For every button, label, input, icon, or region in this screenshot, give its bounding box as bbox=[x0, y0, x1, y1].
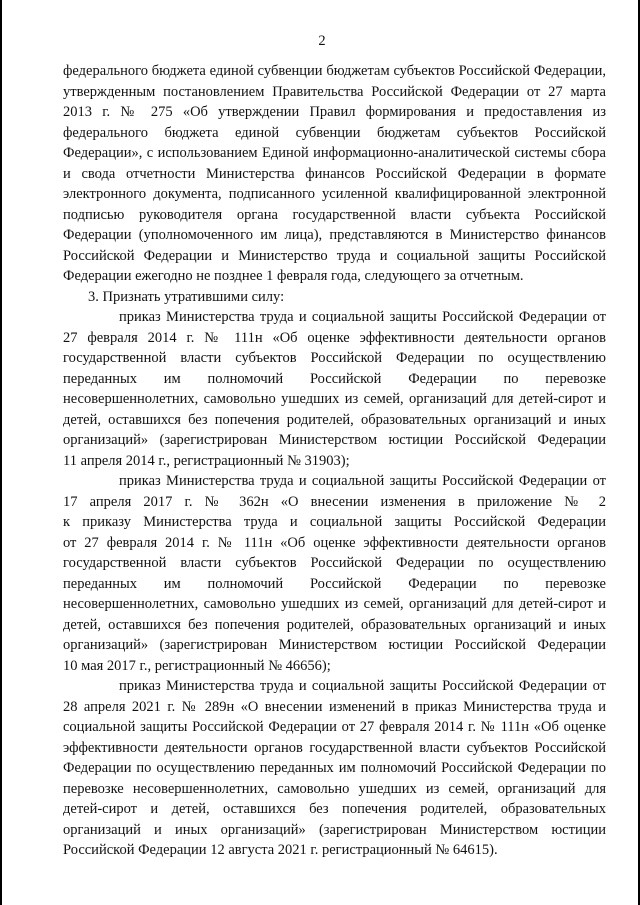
page-number: 2 bbox=[318, 33, 326, 49]
text-line: федерального бюджета единой субвенции бюджетам субъектов Российской Федерации, bbox=[63, 63, 606, 79]
text-line: Федерации», с использованием Единой информационно-аналитической системы сбора bbox=[63, 145, 606, 161]
text-line: социальной защиты Российской Федерации от 27 февраля 2014 г. № 111н «Об оценке bbox=[63, 719, 606, 735]
text-line: организаций» (зарегистрирован Министерством юстиции Российской Федерации bbox=[63, 432, 606, 448]
text-line: подписью руководителя органа государственной власти субъекта Российской bbox=[63, 206, 606, 223]
text-line: детей, оставшихся без попечения родителей, образовательных организаций и иных bbox=[63, 411, 606, 428]
text-line: 3. Признать утратившими силу: bbox=[88, 288, 285, 305]
text-line: организаций и иных организаций» (зарегистрирован Министерством юстиции bbox=[63, 821, 606, 838]
text-line: электронного документа, подписанного усиленной квалифицированной электронной bbox=[63, 186, 606, 202]
text-line: приказ Министерства труда и социальной защиты Российской Федерации от bbox=[119, 473, 606, 489]
paragraph-order-2017 bbox=[63, 471, 606, 676]
text-line: приказ Министерства труда и социальной защиты Российской Федерации от bbox=[119, 309, 606, 325]
text-line: переданных им полномочий Российской Федерации по перевозке bbox=[63, 575, 606, 592]
text-line: переданных им полномочий Российской Федерации по перевозке bbox=[63, 370, 606, 387]
text-line: 17 апреля 2017 г. № 362н «О внесении изменения в приложение № 2 bbox=[63, 493, 606, 510]
text-line: эффективности деятельности органов государственной власти субъектов Российской bbox=[63, 739, 606, 756]
text-line: Федерации ежегодно не позднее 1 февраля года, следующего за отчетным. bbox=[63, 268, 524, 284]
text-line: 10 мая 2017 г., регистрационный № 46656); bbox=[63, 657, 331, 674]
text-line: к приказу Министерства труда и социальной защиты Российской Федерации bbox=[63, 514, 606, 530]
text-line: от 27 февраля 2014 г. № 111н «Об оценке эффективности деятельности органов bbox=[63, 534, 606, 551]
text-line: детей, оставшихся без попечения родителей, образовательных организаций и иных bbox=[63, 616, 606, 633]
text-line: Российской Федерации и Министерство труда и социальной защиты Российской bbox=[63, 247, 606, 264]
text-line: 27 февраля 2014 г. № 111н «Об оценке эффективности деятельности органов bbox=[63, 329, 606, 346]
text-line: детей-сирот и детей, оставшихся без попечения родителей, образовательных bbox=[63, 801, 606, 817]
text-line: 28 апреля 2021 г. № 289н «О внесении изменений в приказ Министерства труда и bbox=[63, 698, 606, 715]
paragraph-order-2014 bbox=[63, 307, 606, 471]
text-line: федерального бюджета единой субвенции бюджетам субъектов Российской bbox=[63, 124, 606, 141]
paragraph-order-2021 bbox=[63, 676, 606, 861]
text-line: государственной власти субъектов Российской Федерации по осуществлению bbox=[63, 555, 606, 571]
paragraph-continuation bbox=[63, 61, 606, 287]
text-line: Российской Федерации 12 августа 2021 г. регистрационный № 64615). bbox=[63, 842, 498, 858]
text-line: государственной власти субъектов Российской Федерации по осуществлению bbox=[63, 350, 606, 366]
text-line: 2013 г. № 275 «Об утверждении Правил формирования и предоставления из bbox=[63, 104, 606, 120]
paragraph-item-3 bbox=[63, 287, 606, 308]
text-line: несовершеннолетних, самовольно ушедших из семей, организаций для детей-сирот и bbox=[63, 596, 606, 612]
text-line: Федерации по осуществлению переданных им полномочий Российской Федерации по bbox=[63, 760, 606, 776]
text-line: приказ Министерства труда и социальной защиты Российской Федерации от bbox=[119, 678, 606, 694]
text-line: и свода отчетности Министерства финансов Российской Федерации в формате bbox=[63, 165, 606, 182]
document-body bbox=[63, 61, 606, 861]
text-line: перевозке несовершеннолетних, самовольно ушедших из семей, организаций для bbox=[63, 780, 606, 797]
text-line: Федерации (уполномоченного им лица), представляются в Министерство финансов bbox=[63, 227, 606, 243]
text-line: 11 апреля 2014 г., регистрационный № 31903); bbox=[63, 452, 350, 469]
text-line: утвержденным постановлением Правительства Российской Федерации от 27 марта bbox=[63, 83, 606, 100]
text-line: несовершеннолетних, самовольно ушедших из семей, организаций для детей-сирот и bbox=[63, 391, 606, 407]
text-line: организаций» (зарегистрирован Министерством юстиции Российской Федерации bbox=[63, 637, 606, 653]
